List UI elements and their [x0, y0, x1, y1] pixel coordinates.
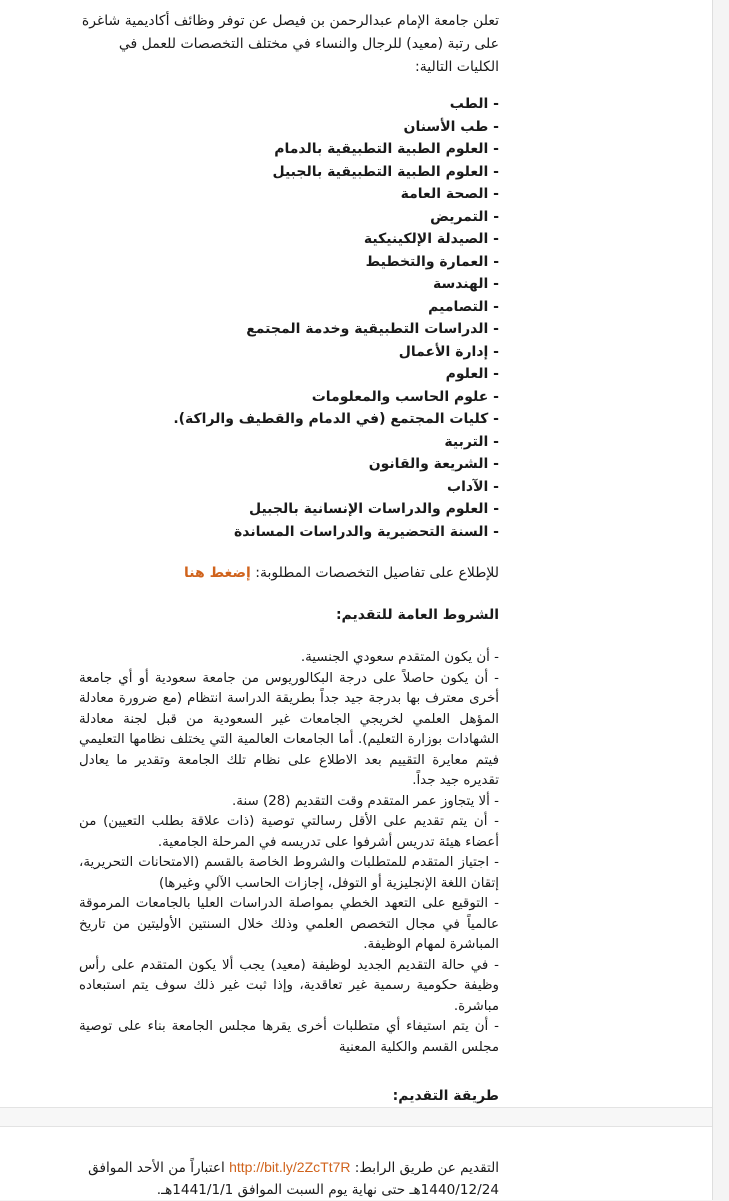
details-paragraph	[79, 562, 499, 584]
method-text-after: اعتباراً من الأحد الموافق 1440/12/24هـ حتى نهاية يوم السبت الموافق 1441/1/1هـ.	[88, 1160, 499, 1198]
list-item: - العلوم	[445, 366, 499, 382]
method-paragraph	[79, 1156, 499, 1201]
list-item: - السنة التحضيرية والدراسات المساندة	[234, 523, 499, 540]
list-item: - كليات المجتمع (في الدمام والقطيف والراكة).	[173, 411, 499, 427]
list-item: - الهندسة	[432, 276, 499, 292]
list-item: - العلوم الطبية التطبيقية بالدمام	[274, 141, 499, 157]
list-item: - الطب	[449, 96, 499, 112]
condition-item: - ألا يتجاوز عمر المتقدم وقت التقديم (28) سنة.	[232, 793, 499, 809]
intro-paragraph: تعلن جامعة الإمام عبدالرحمن بن فيصل عن توفر وظائف أكاديمية شاغرة على رتبة (معيد) للرجال والنساء في مختلف التخصصات للعمل في الكليات التالية:	[81, 13, 499, 75]
colleges-list	[79, 93, 499, 543]
method-heading: طريقة التقديم:	[392, 1088, 499, 1104]
list-item: - التصاميم	[428, 298, 499, 315]
details-text: للإطلاع على تفاصيل التخصصات المطلوبة:	[250, 565, 499, 581]
condition-item: - أن يتم استيفاء أي متطلبات أخرى يقرها مجلس الجامعة بناء على توصية مجلس القسم والكلية المعنية	[79, 1019, 499, 1055]
application-link[interactable]: http://bit.ly/2ZcTt7R	[229, 1159, 351, 1175]
condition-item: - اجتياز المتقدم للمتطلبات والشروط الخاصة بالقسم (الامتحانات التحريرية، إتقان اللغة الإنجليزية أو التوفل، إجازات الحاسب الآلي وغيرها)	[79, 855, 499, 891]
condition-item: - أن يكون المتقدم سعودي الجنسية.	[300, 650, 499, 665]
condition-item: - أن يكون حاصلاً على درجة البكالوريوس من جامعة سعودية أو أي جامعة أخرى معترف بها بدرجة جيد جداً بطريقة الدراسة انتظام (مع ضرورة معادلة المؤهل العلمي لخريجي الجامعات غير السعودية من قبل لجنة معادلة الشهادات بوزارة التعليم). أما الجامعات العالمية التي يختلف نظامها التعليمي فيتم معايرة التقييم بعد الاطلاع على نظام تلك الجامعة وتقدير ما يعادل تقديره جيد جداً.	[79, 670, 499, 788]
method-text-before: التقديم عن طريق الرابط:	[350, 1160, 499, 1176]
condition-item: - أن يتم تقديم على الأقل رسالتي توصية (ذات علاقة بطلب التعيين) من أعضاء هيئة تدريس أشرفوا على تدريسه في المرحلة الجامعية.	[79, 814, 499, 850]
list-item: - طب الأسنان	[403, 118, 499, 135]
list-item: - التربية	[444, 433, 499, 450]
conditions-list	[79, 648, 499, 1058]
list-item: - العمارة والتخطيط	[365, 253, 499, 270]
list-item: - الصيدلة الإلكينيكية	[363, 231, 499, 247]
list-item: - إدارة الأعمال	[398, 343, 499, 360]
condition-item: - في حالة التقديم الجديد لوظيفة (معيد) يجب ألا يكون المتقدم على رأس وظيفة حكومية رسمية غير تعاقدية، وإذا ثبت غير ذلك سوف يتم استبعاده مباشرة.	[79, 957, 499, 1014]
list-item: - الآداب	[447, 478, 499, 495]
list-item: - التمريض	[430, 208, 499, 225]
list-item: - العلوم والدراسات الإنسانية بالجبيل	[248, 501, 499, 517]
list-item: - العلوم الطبية التطبيقية بالجبيل	[272, 163, 499, 180]
details-link[interactable]: إضغط هنا	[184, 565, 251, 581]
list-item: - الصحة العامة	[400, 186, 499, 202]
section-divider	[0, 1107, 712, 1127]
list-item: - علوم الحاسب والمعلومات	[311, 388, 499, 405]
list-item: - الدراسات التطبيقية وخدمة المجتمع	[246, 321, 499, 337]
conditions-heading: الشروط العامة للتقديم:	[335, 607, 499, 623]
list-item: - الشريعة والقانون	[368, 456, 499, 472]
condition-item: - التوقيع على التعهد الخطي بمواصلة الدراسات العليا بالجامعات المرموقة عالمياً في مجال التخصص العلمي وذلك خلال السنتين الأوليتين من تاريخ المباشرة لمهام الوظيفة.	[79, 896, 499, 952]
